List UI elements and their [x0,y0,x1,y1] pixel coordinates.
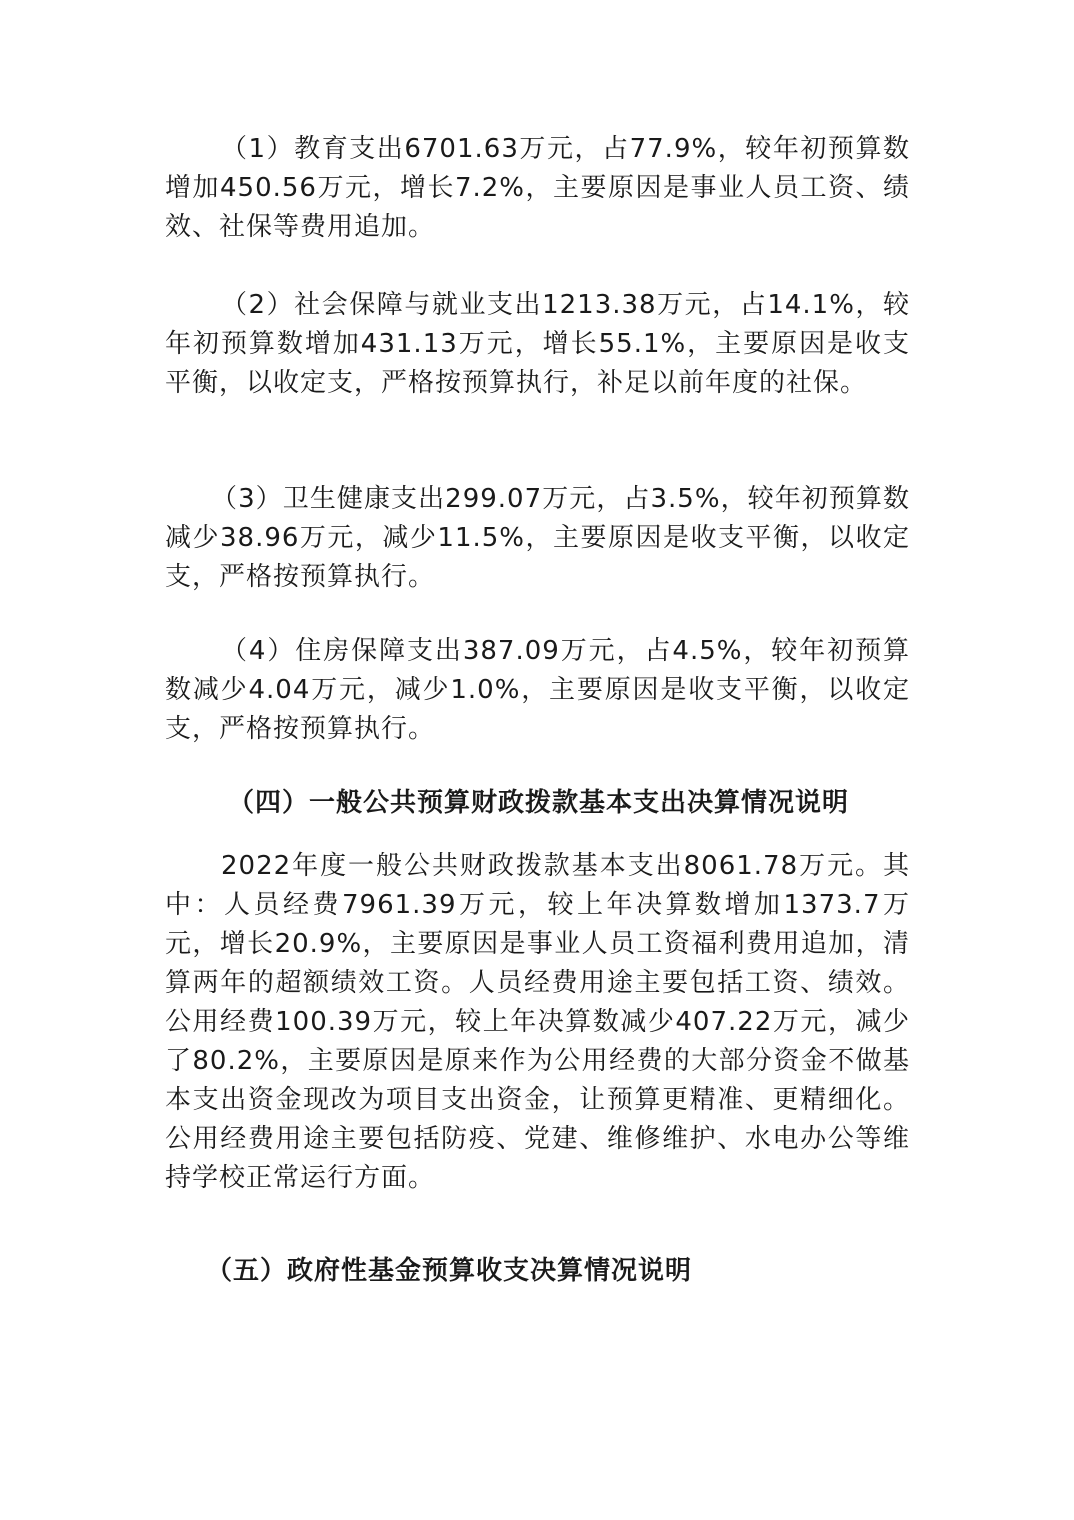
section-heading-basic-expenditure: （四）一般公共预算财政拨款基本支出决算情况说明 [228,788,850,818]
paragraph-health-expenditure: （3）卫生健康支出299.07万元，占3.5%，较年初预算数减少38.96万元，减少11.5%，主要原因是收支平衡，以收定支，严格按预算执行。 [165,484,910,592]
section-heading-government-fund: （五）政府性基金预算收支决算情况说明 [206,1256,693,1286]
paragraph-housing-expenditure: （4）住房保障支出387.09万元，占4.5%，较年初预算数减少4.04万元，减少1.0%，主要原因是收支平衡，以收定支，严格按预算执行。 [165,636,910,744]
paragraph-education-expenditure: （1）教育支出6701.63万元，占77.9%，较年初预算数增加450.56万元，增长7.2%，主要原因是事业人员工资、绩效、社保等费用追加。 [165,134,910,242]
paragraph-social-security-expenditure: （2）社会保障与就业支出1213.38万元，占14.1%，较年初预算数增加431.13万元，增长55.1%，主要原因是收支平衡，以收定支，严格按预算执行，补足以前年度的社保。 [165,290,910,398]
paragraph-basic-expenditure-detail: 2022年度一般公共财政拨款基本支出8061.78万元。其中：人员经费7961.39万元，较上年决算数增加1373.7万元，增长20.9%，主要原因是事业人员工资福利费用追加，清算两年的超额绩效工资。人员经费用途主要包括工资、绩效。公用经费100.39万元，较上年决算数减少407.22万元，减少了80.2%，主要原因是原来作为公用经费的大部分资金不做基本支出资金现改为项目支出资金，让预算更精准、更精细化。公用经费用途主要包括防疫、党建、维修维护、水电办公等维持学校正常运行方面。 [165,851,910,1193]
